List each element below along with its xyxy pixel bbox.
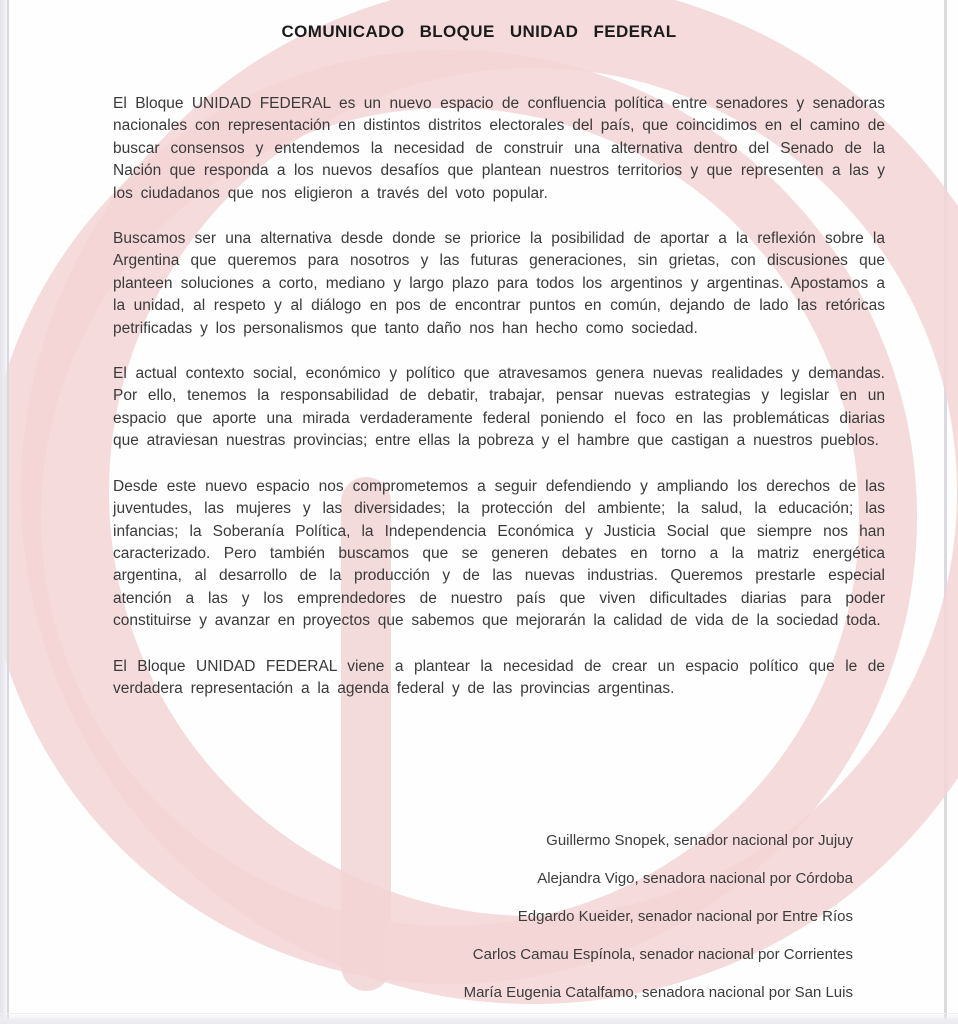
- photo-right-edge: [944, 0, 947, 1024]
- signature-snopek: Guillermo Snopek, senador nacional por Jujuy: [546, 832, 853, 849]
- signature-catalfamo: María Eugenia Catalfamo, senadora nacional por San Luis: [463, 984, 853, 1001]
- signature-espinola: Carlos Camau Espínola, senador nacional por Corrientes: [472, 946, 853, 963]
- paragraph-2: Buscamos ser una alternativa desde donde se priorice la posibilidad de aportar a la reflexión sobre la Argentina que queremos para nosotros y las futuras generaciones, sin grietas, con discusiones que planteen soluciones a corto, mediano y largo plazo para todos los argentinos y argentinas. Apostamos a la unidad, al respeto y al diálogo en pos de encontrar puntos en común, dejando de lado las retóricas petrificadas y los personalismos que tanto daño nos han hecho como sociedad.: [113, 230, 885, 337]
- paragraph-1: El Bloque UNIDAD FEDERAL es un nuevo espacio de confluencia política entre senadores y senadoras nacionales con representación en distintos distritos electorales del país, que coincidimos en el camino de buscar consensos y entendemos la necesidad de construir una alternativa dentro del Senado de la Nación que responda a los nuevos desafíos que plantean nuestros territorios y que representen a las y los ciudadanos que nos eligieron a través del voto popular.: [113, 95, 885, 202]
- document-title: COMUNICADO BLOQUE UNIDAD FEDERAL: [281, 22, 677, 41]
- signature-kueider: Edgardo Kueider, senador nacional por Entre Ríos: [517, 908, 853, 925]
- paragraph-5: El Bloque UNIDAD FEDERAL viene a plantear la necesidad de crear un espacio político que le de verdadera representación a la agenda federal y de las provincias argentinas.: [113, 657, 885, 697]
- paragraph-3: El actual contexto social, económico y político que atravesamos genera nuevas realidades y demandas. Por ello, tenemos la responsabilidad de debatir, trabajar, pensar nuevas estrategias y legislar en un espacio que aporte una mirada verdaderamente federal poniendo el foco en las problemáticas diarias que atraviesan nuestras provincias; entre ellas la pobreza y el hambre que castigan a nuestros pueblos.: [113, 365, 885, 450]
- paragraph-4: Desde este nuevo espacio nos comprometemos a seguir defendiendo y ampliando los derechos de las juventudes, las mujeres y las diversidades; la protección del ambiente; la salud, la educación; las infancias; la Soberanía Política, la Independencia Económica y Justicia Social que siempre nos han caracterizado. Pero también buscamos que se generen debates en torno a la matriz energética argentina, al desarrollo de la producción y de las nuevas industrias. Queremos prestarle especial atención a las y los emprendedores de nuestro país que viven dificultades diarias para poder constituirse y avanzar en proyectos que sabemos que mejorarán la calidad de vida de la sociedad toda.: [113, 477, 885, 630]
- signature-list: [464, 833, 853, 1000]
- photo-bottom-edge: [0, 1013, 958, 1024]
- signature-vigo: Alejandra Vigo, senadora nacional por Córdoba: [537, 870, 853, 887]
- photo-left-edge-line: [7, 0, 9, 1024]
- document-body: [113, 93, 885, 723]
